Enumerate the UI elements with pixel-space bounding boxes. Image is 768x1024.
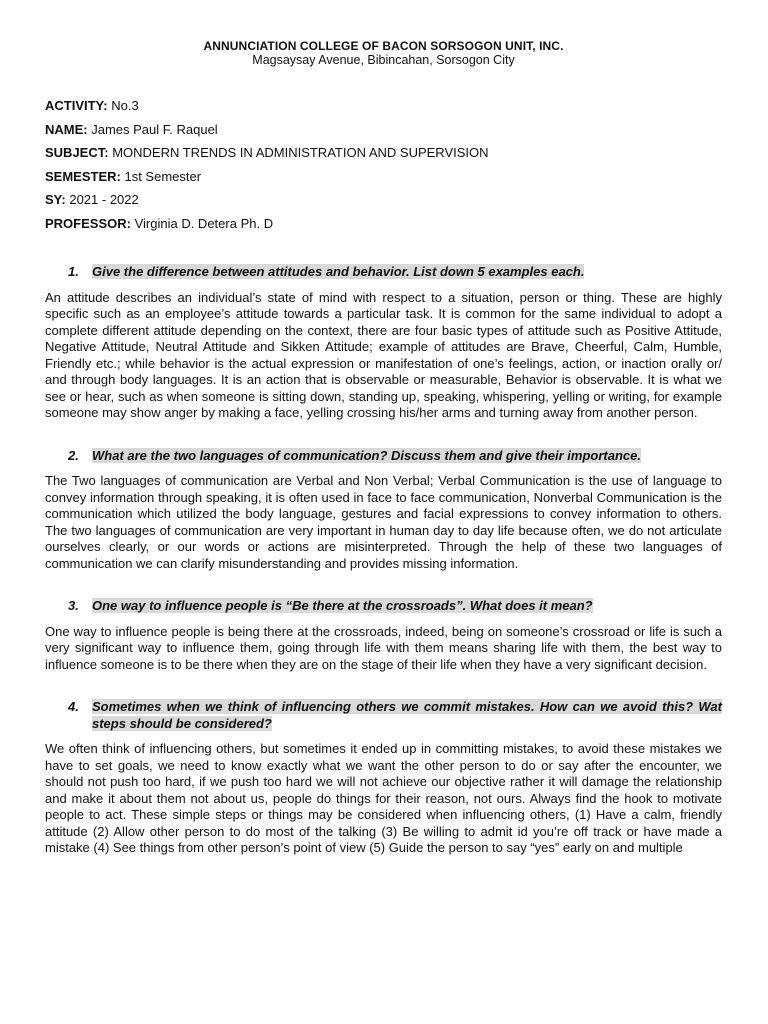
- question-number: 2.: [68, 447, 79, 463]
- question-number: 4.: [68, 699, 79, 714]
- question-number: 1.: [68, 264, 79, 279]
- info-semester: [45, 169, 722, 193]
- answer-3: One way to influence people is being there at the crossroads, indeed, being on someone’s crossroad or life is such a very significant way to influence them, going through life with them means sharing life with them, the best way to influence someone is to be there when they are on the stage of their life when they have a very significant decision.: [45, 623, 722, 672]
- info-value: No.3: [111, 98, 139, 113]
- info-value: MONDERN TRENDS IN ADMINISTRATION AND SUPERVISION: [112, 145, 489, 160]
- document-header: [45, 0, 722, 68]
- question-number: 3.: [68, 598, 79, 613]
- info-label: SY:: [45, 192, 66, 207]
- info-professor: [45, 216, 722, 240]
- info-value: 1st Semester: [124, 168, 202, 184]
- answer-1: An attitude describes an individual’s state of mind with respect to a situation, person or thing. These are highly specific such as an employee’s attitude towards a particular task. It is common for the same individual to adopt a complete different attitude depending on the context, there are four basic types of attitude such as Positive Attitude, Negative Attitude, Neutral Attitude and Sikken Attitude; example of attitudes are Brave, Cheerful, Calm, Humble, Friendly etc.; while behavior is the actual expression or manifestation of one’s feelings, action, or inaction orally or/ and through body languages. It is an action that is observable or measurable, Behavior is observable. It is what we see or hear, such as when someone is sitting down, standing up, speaking, whispering, yelling or writing, for example someone may show anger by making a face, yelling crossing his/her arms and turning away from another person.: [45, 289, 722, 420]
- question-2: [45, 448, 722, 465]
- question-text: What are the two languages of communication? Discuss them and give their importance.: [92, 447, 641, 463]
- question-1: [45, 264, 722, 281]
- info-block: [45, 98, 722, 239]
- info-label: ACTIVITY:: [45, 98, 108, 113]
- info-subject: [45, 145, 722, 169]
- question-4: [45, 699, 722, 732]
- info-value: Virginia D. Detera Ph. D: [134, 215, 274, 231]
- info-label: SUBJECT:: [45, 145, 109, 160]
- school-address: Magsaysay Avenue, Bibincahan, Sorsogon City: [252, 53, 515, 67]
- question-text-wrap: [92, 264, 722, 281]
- answer-4: We often think of influencing others, but sometimes it ended up in committing mistakes, to avoid these mistakes we have to set goals, we need to know exactly what we want the other person to do or say after the encounter, we should not push too hard, if we push too hard we will not achieve our objective rather it will damage the relationship and make it about them not about us, people do things for their reason, not ours. Always find the hook to motivate people to act. These simple steps or things may be considered when influencing others, (1) Have a calm, friendly attitude (2) Allow other person to do most of the talking (3) Be willing to admit id you’re off track or have made a mistake (4) See things from other person’s point of view (5) Guide the person to say “yes” early on and multiple: [45, 741, 722, 855]
- info-value: 2021 - 2022: [69, 192, 139, 207]
- info-label: NAME:: [45, 121, 88, 137]
- question-text: One way to influence people is “Be there at the crossroads”. What does it mean?: [92, 598, 593, 613]
- question-3: [45, 598, 722, 615]
- question-text-wrap: [92, 448, 722, 465]
- info-sy: [45, 192, 722, 216]
- info-label: PROFESSOR:: [45, 215, 131, 231]
- info-name: [45, 122, 722, 146]
- info-label: SEMESTER:: [45, 168, 121, 184]
- info-activity: [45, 98, 722, 122]
- info-value: James Paul F. Raquel: [91, 121, 218, 137]
- question-text: Give the difference between attitudes and behavior. List down 5 examples each.: [92, 264, 585, 279]
- question-text-wrap: [92, 598, 722, 615]
- school-name: ANNUNCIATION COLLEGE OF BACON SORSOGON UNIT, INC.: [203, 39, 564, 53]
- question-text-wrap: [92, 699, 722, 732]
- answer-2: The Two languages of communication are Verbal and Non Verbal; Verbal Communication is the use of language to convey information through speaking, it is often used in face to face communication, Nonverbal Communication is the communication which utilized the body language, gestures and facial expressions to convey information to others. The two languages of communication are very important in human day to day life because often, we do not articulate ourselves clearly, or our words or actions are misinterpreted. Through the help of these two languages of communication we can clarify misunderstanding and provides missing information.: [45, 473, 722, 571]
- question-text: Sometimes when we think of influencing others we commit mistakes. How can we avoid this? Wat steps should be considered?: [92, 699, 722, 731]
